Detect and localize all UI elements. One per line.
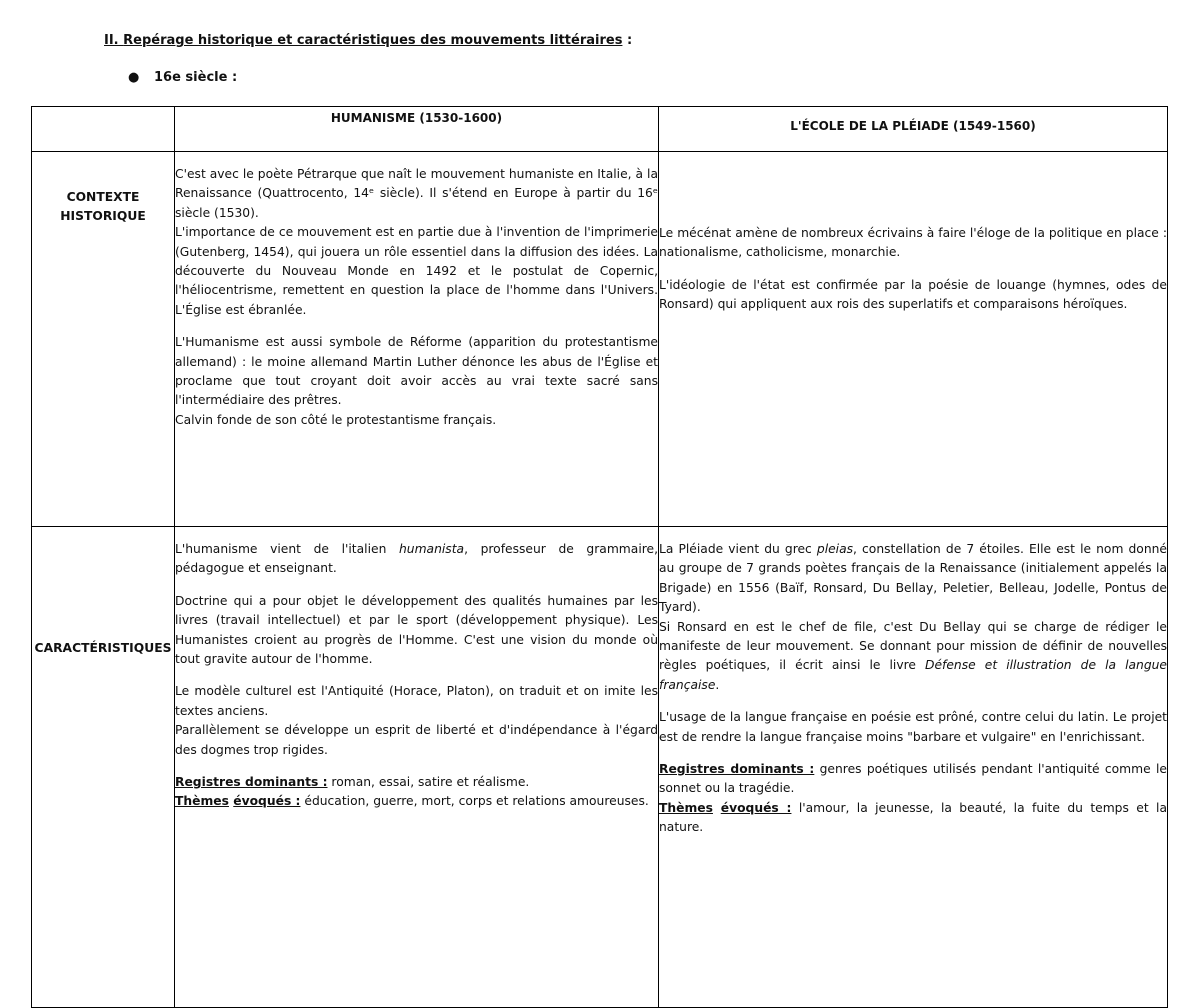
paragraph — [659, 618, 1167, 696]
text-run: , constellation de 7 étoiles. Elle est le nom donné au groupe de 7 grands poètes français de la Renaissance (initialement appelés la Brigade) en 1556 (Baïf, Ronsard, Du Bellay, Peletier, Belleau, Jodelle, Pontus de Tyard). — [659, 542, 1167, 615]
themes-line — [659, 799, 1167, 838]
text-run: La Pléiade vient du grec — [659, 542, 817, 556]
italic-term: pleias — [816, 542, 854, 556]
title-suffix: : — [622, 33, 633, 48]
paragraph — [659, 540, 1167, 618]
title-text: Repérage historique et caractéristiques des mouvements littéraires — [123, 33, 623, 48]
text-run: . — [715, 677, 720, 692]
paragraph: L'idéologie de l'état est confirmée par la poésie de louange (hymnes, odes de Ronsard) qui appliquent aux rois des superlatifs et comparaisons héroïques. — [659, 277, 1167, 312]
cell-contexte-pleiade — [659, 152, 1168, 527]
row-label-caracteristiques: CARACTÉRISTIQUES — [32, 527, 175, 1008]
cell-contexte-humanisme — [175, 152, 659, 527]
themes-label-word: évoqués : — [233, 794, 301, 809]
paragraph: Le modèle culturel est l'Antiquité (Horace, Platon), on traduit et on imite les textes anciens. — [175, 684, 658, 718]
italic-book-title: Défense et illustration de la langue française — [659, 658, 1167, 692]
themes-label — [175, 794, 300, 808]
themes-label — [659, 801, 791, 815]
title-prefix: II. — [104, 33, 124, 48]
themes-label-word: Thèmes — [659, 800, 713, 815]
themes-label-word: Thèmes — [175, 794, 229, 809]
section-heading — [128, 70, 237, 85]
text-run: L'humanisme vient de l'italien — [175, 542, 399, 556]
themes-label-word: évoqués : — [720, 800, 792, 815]
row-contexte-historique — [32, 152, 1168, 527]
paragraph — [175, 540, 658, 579]
header-pleiade: L'ÉCOLE DE LA PLÉIADE (1549-1560) — [659, 107, 1168, 152]
paragraph: L'importance de ce mouvement est en partie due à l'invention de l'imprimerie (Gutenberg, 1454), qui jouera un rôle essentiel dans la diffusion des idées. La découverte du Nouveau Monde en 1492 et le postulat de Copernic, l'héliocentrisme, remettent en question la place de l'homme dans l'Univers. L'Église est ébranlée. — [175, 225, 658, 317]
movements-table — [31, 106, 1168, 1008]
header-humanisme: HUMANISME (1530-1600) — [175, 107, 659, 152]
paragraph: Calvin fonde de son côté le protestantisme français. — [175, 412, 497, 427]
paragraph: Parallèlement se développe un esprit de liberté et d'indépendance à l'égard des dogmes trop rigides. — [175, 723, 658, 757]
page-title — [104, 33, 632, 48]
label-line-2: HISTORIQUE — [60, 209, 146, 224]
row-label-contexte — [32, 152, 175, 527]
section-label: 16e siècle : — [154, 70, 238, 85]
text-run: , professeur de grammaire, pédagogue et enseignant. — [175, 542, 659, 576]
paragraph: L'usage de la langue française en poésie est prôné, contre celui du latin. Le projet est de rendre la langue française moins "barbare et vulgaire" en l'enrichissant. — [659, 710, 1167, 744]
paragraph: L'Humanisme est aussi symbole de Réforme (apparition du protestantisme allemand) : le moine allemand Martin Luther dénonce les abus de l'Église et proclame que tout croyant doit avoir accès au vrai texte sacré sans l'intermédiaire des prêtres. — [175, 335, 658, 408]
paragraph: C'est avec le poète Pétrarque que naît le mouvement humaniste en Italie, à la Renaissance (Quattrocento, 14ᵉ siècle). Il s'étend en Europe à partir du 16ᵉ siècle (1530). — [175, 167, 658, 220]
registres-value: genres poétiques utilisés pendant l'antiquité comme le sonnet ou la tragédie. — [659, 762, 1167, 796]
registres-line — [659, 760, 1167, 799]
italic-term: humanista — [398, 542, 465, 556]
label-line-1: CONTEXTE — [66, 190, 140, 204]
cell-caracteristiques-pleiade — [659, 527, 1168, 1008]
header-empty-cell — [32, 107, 175, 152]
paragraph: Le mécénat amène de nombreux écrivains à faire l'éloge de la politique en place : nationalisme, catholicisme, monarchie. — [659, 226, 1167, 260]
themes-value: éducation, guerre, mort, corps et relations amoureuses. — [300, 794, 649, 809]
registres-value: roman, essai, satire et réalisme. — [327, 775, 530, 790]
row-caracteristiques — [32, 527, 1168, 1008]
registres-line — [175, 773, 658, 792]
themes-value: l'amour, la jeunesse, la beauté, la fuite du temps et la nature. — [659, 800, 1168, 835]
header-row — [32, 107, 1168, 152]
themes-line — [175, 792, 658, 811]
bullet-icon: ● — [128, 70, 140, 85]
registres-label: Registres dominants : — [175, 775, 328, 790]
registres-label: Registres dominants : — [659, 762, 815, 777]
text-run: Si Ronsard en est le chef de file, c'est Du Bellay qui se charge de rédiger le manifeste de leur mouvement. Se donnant pour mission de définir de nouvelles règles poétiques, il écrit ainsi le livre — [659, 619, 1167, 673]
cell-caracteristiques-humanisme — [175, 527, 659, 1008]
paragraph: Doctrine qui a pour objet le développement des qualités humaines par les livres (travail intellectuel) et par le sport (développement physique). Les Humanistes croient au progrès de l'Homme. C'est une vision du monde où tout gravite autour de l'homme. — [175, 593, 658, 667]
